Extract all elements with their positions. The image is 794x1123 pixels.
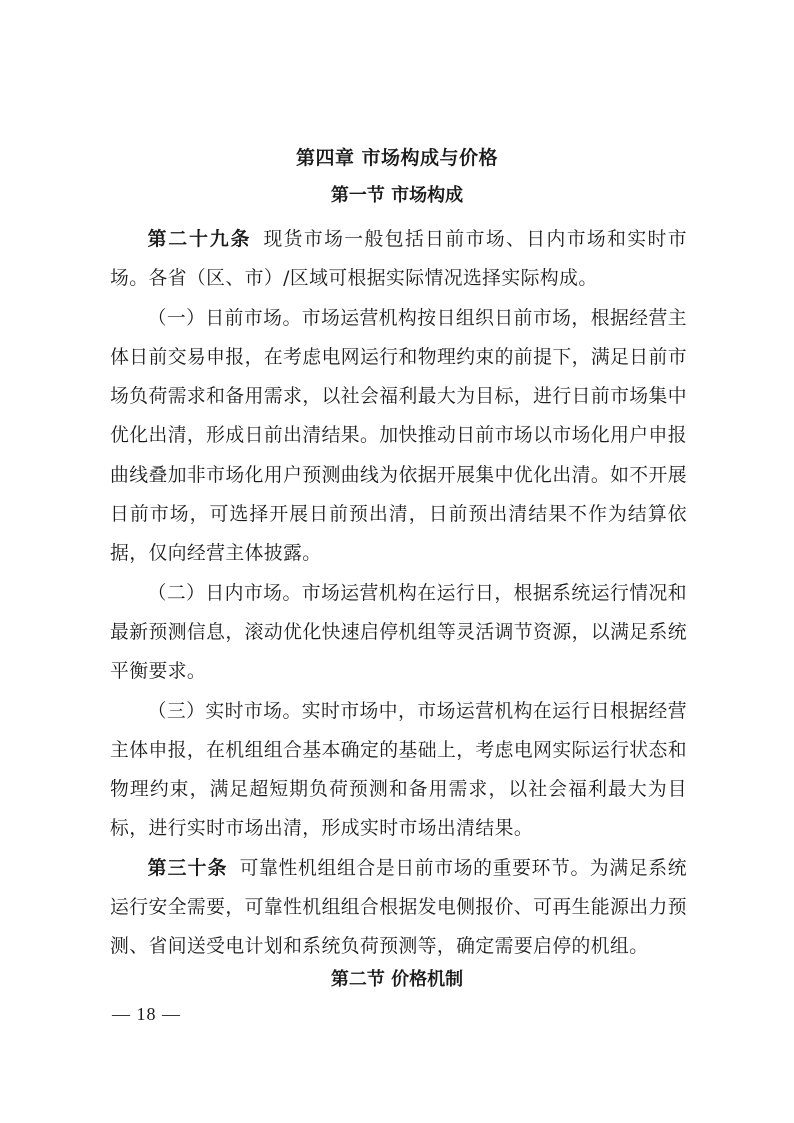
day-ahead-market-paragraph <box>110 299 687 574</box>
section-title-price-mechanism: 第二节 价格机制 <box>330 969 464 990</box>
paragraph-text: （三）实时市场。实时市场中，市场运营机构在运行日根据经营主体申报，在机组组合基本确定的基础上，考虑电网实际运行状态和物理约束，满足超短期负荷预测和备用需求，以社会福利最大为目标，进行实时市场出清，形成实时市场出清结果。 <box>110 700 687 840</box>
body-text <box>110 220 687 967</box>
intraday-market-paragraph <box>110 574 687 692</box>
chapter-title: 第四章 市场构成与价格 <box>295 147 499 169</box>
paragraph-text: 现货市场一般包括日前市场、日内市场和实时市场。各省（区、市）/区域可根据实际情况选择实际构成。 <box>110 229 688 290</box>
article-30-paragraph <box>110 849 687 967</box>
real-time-market-paragraph <box>110 692 687 849</box>
article-heading: 第二十九条 <box>147 229 252 250</box>
page-number: — 18 — <box>112 1004 181 1024</box>
article-29-paragraph <box>110 220 687 299</box>
paragraph-text: （二）日内市场。市场运营机构在运行日，根据系统运行情况和最新预测信息，滚动优化快速启停机组等灵活调节资源，以满足系统平衡要求。 <box>110 582 687 683</box>
article-heading: 第三十条 <box>147 857 228 879</box>
section-title-market-structure: 第一节 市场构成 <box>330 185 464 206</box>
paragraph-text: 可靠性机组组合是日前市场的重要环节。为满足系统运行安全需要，可靠性机组组合根据发电侧报价、可再生能源出力预测、省间送受电计划和系统负荷预测等，确定需要启停的机组。 <box>110 857 687 958</box>
paragraph-text: （一）日前市场。市场运营机构按日组织日前市场，根据经营主体日前交易申报，在考虑电网运行和物理约束的前提下，满足日前市场负荷需求和备用需求，以社会福利最大为目标，进行日前市场集中优化出清，形成日前出清结果。加快推动日前市场以市场化用户申报曲线叠加非市场化用户预测曲线为依据开展集中优化出清。如不开展日前市场，可选择开展日前预出清，日前预出清结果不作为结算依据，仅向经营主体披露。 <box>110 307 687 565</box>
